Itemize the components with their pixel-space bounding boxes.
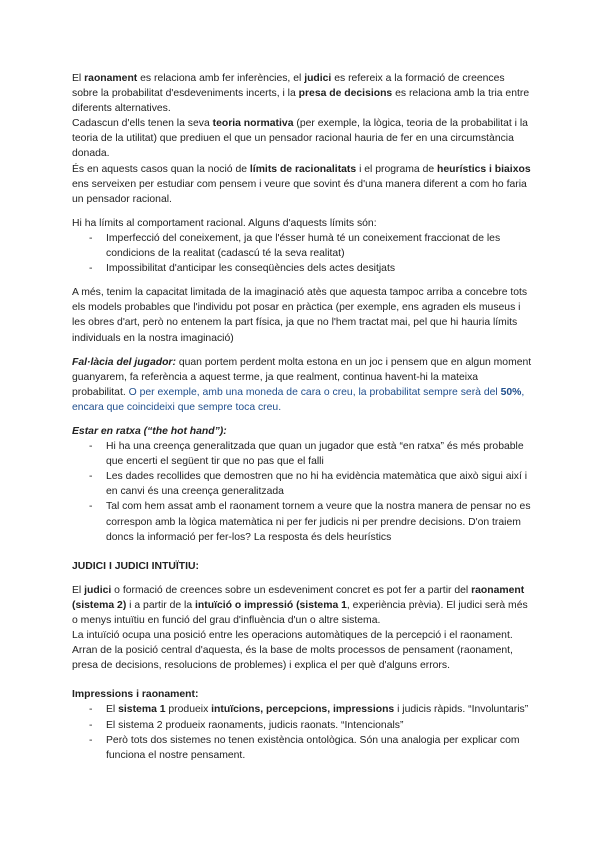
list-item: - Impossibilitat d'anticipar les conseqüències dels actes desitjats — [72, 261, 532, 276]
paragraph-intuicio: La intuïció ocupa una posició entre les operacions automàtiques de la percepció i el raonament. Arran de la posició central d'aquesta, és la base de molts processos de pensament (raonament, presa de decisions, resolucions de problemes) i explica el per què d'alguns errors. — [72, 630, 513, 672]
paragraph-teoria-normativa: Cadascun d'ells tenen la seva teoria normativa (per exemple, la lògica, teoria de la probabilitat i la teoria de la utilitat) que prediuen el que un pensador racional hauria de fer en una circumstància donada. — [72, 118, 528, 160]
hot-hand-list — [72, 439, 532, 545]
term-teoria-normativa: teoria normativa — [212, 118, 294, 130]
limits-list — [72, 231, 532, 276]
systems-list — [72, 702, 532, 762]
heading-judici-intuitiu: JUDICI I JUDICI INTUÏTIU: — [72, 560, 200, 572]
heading-estar-en-ratxa: Estar en ratxa (“the hot hand”): — [72, 425, 227, 437]
dash-bullet: - — [89, 263, 93, 275]
dash-bullet: - — [89, 734, 93, 746]
paragraph-limits-racionalitat: És en aquests casos quan la noció de límits de racionalitats i el programa de heurístics i biaixos ens serveixen per estudiar com pensem i veure que sovint és d'una manera diferent a com ho faria un pensador racional. — [72, 163, 531, 205]
paragraph-imaginacio: A més, tenim la capacitat limitada de la imaginació atès que aquesta tampoc arriba a concebre tots els models probables que l'individu pot posar en pràctica (per exemple, ens agraden els museus i les obres d'art, però no entenem la part física, ja que no l'hem tractat mai, pel que hi hauria límits individuals en la nostra imaginació) — [72, 287, 528, 344]
term-fallacia-del-jugador: Fal·làcia del jugador: — [72, 356, 176, 368]
term-intuicions: intuïcions, percepcions, impressions — [211, 704, 395, 716]
list-item: - Imperfecció del coneixement, ja que l'ésser humà té un coneixement fraccionat de les condicions de la realitat (cadascú té la seva realitat) — [89, 232, 501, 260]
list-item: - Hi ha una creença generalitzada que quan un jugador que està “en ratxa” és més probable que encerti el següent tir que no pas que el falli — [89, 441, 524, 468]
dash-bullet: - — [89, 232, 93, 244]
list-item: - Les dades recollides que demostren que no hi ha evidència matemàtica que això sigui així i en canvi és una creença generalitzada — [89, 471, 528, 498]
list-item: - Però tots dos sistemes no tenen existència ontològica. Són una analogia per explicar com funciona el nostre pensament. — [89, 734, 520, 761]
dash-bullet: - — [89, 704, 93, 716]
dash-bullet: - — [89, 719, 93, 731]
term-raonament-sistema-2: raonament (sistema 2) — [72, 584, 525, 611]
heading-impressions-raonament: Impressions i raonament: — [72, 689, 199, 701]
term-judici: judici — [84, 584, 112, 596]
term-presa-de-decisions: presa de decisions — [298, 88, 393, 100]
document-body — [72, 71, 532, 763]
coin-example: O per exemple, amb una moneda de cara o creu, la probabilitat sempre serà del — [128, 386, 501, 398]
paragraph-limits-intro: Hi ha límits al comportament racional. Alguns d'aquests límits són: — [72, 217, 377, 229]
dash-bullet: - — [89, 501, 93, 513]
paragraph-fallacia-jugador: Fal·làcia del jugador: quan portem perdent molta estona en un joc i pensem que en algun moment guanyarem, fa referència a aquest terme, ja que realment, continua havent-hi la mateixa probabilitat. O per exemple, amb una moneda de cara o creu, la probabilitat sempre serà del 50%, encara que coincideixi que sempre toca creu. — [72, 356, 532, 413]
dash-bullet: - — [89, 441, 93, 453]
list-item: - El sistema 2 produeix raonaments, judicis raonats. “Intencionals” — [72, 718, 532, 733]
term-limits-de-racionalitats: límits de racionalitats — [249, 163, 357, 175]
term-heuristics-i-biaixos: heurístics i biaixos — [437, 163, 531, 175]
term-judici: judici — [304, 73, 332, 84]
list-item: - Tal com hem assat amb el raonament tornem a veure que la nostra manera de pensar no es correspon amb la lògica matemàtica ni per fer judicis ni per prendre decisions. D'on traiem doncs la informació per fer-los? La resposta és dels heurístics — [89, 501, 531, 543]
term-sistema-1: sistema 1 — [118, 704, 166, 716]
list-item: - El sistema 1 produeix intuïcions, percepcions, impressions i judicis ràpids. “Involuntaris” — [72, 702, 532, 717]
dash-bullet: - — [89, 471, 93, 483]
coin-probability: 50% — [500, 386, 522, 398]
term-intuicio-sistema-1: intuïció o impressió (sistema 1 — [195, 599, 347, 611]
paragraph-judici: El judici o formació de creences sobre un esdeveniment concret es pot fer a partir del raonament (sistema 2) i a partir de la intuïció o impressió (sistema 1, experiència prèvia). El judici serà més o menys intuïtiu en funció del grau d'influència d'un o altre sistema. — [72, 584, 528, 626]
paragraph-raonament: El raonament es relaciona amb fer inferències, el judici es refereix a la formació de creences sobre la probabilitat d'esdeveniments incerts, i la presa de decisions es relaciona amb la tria entre diferents alternatives. — [72, 73, 530, 115]
term-raonament: raonament — [84, 73, 138, 84]
